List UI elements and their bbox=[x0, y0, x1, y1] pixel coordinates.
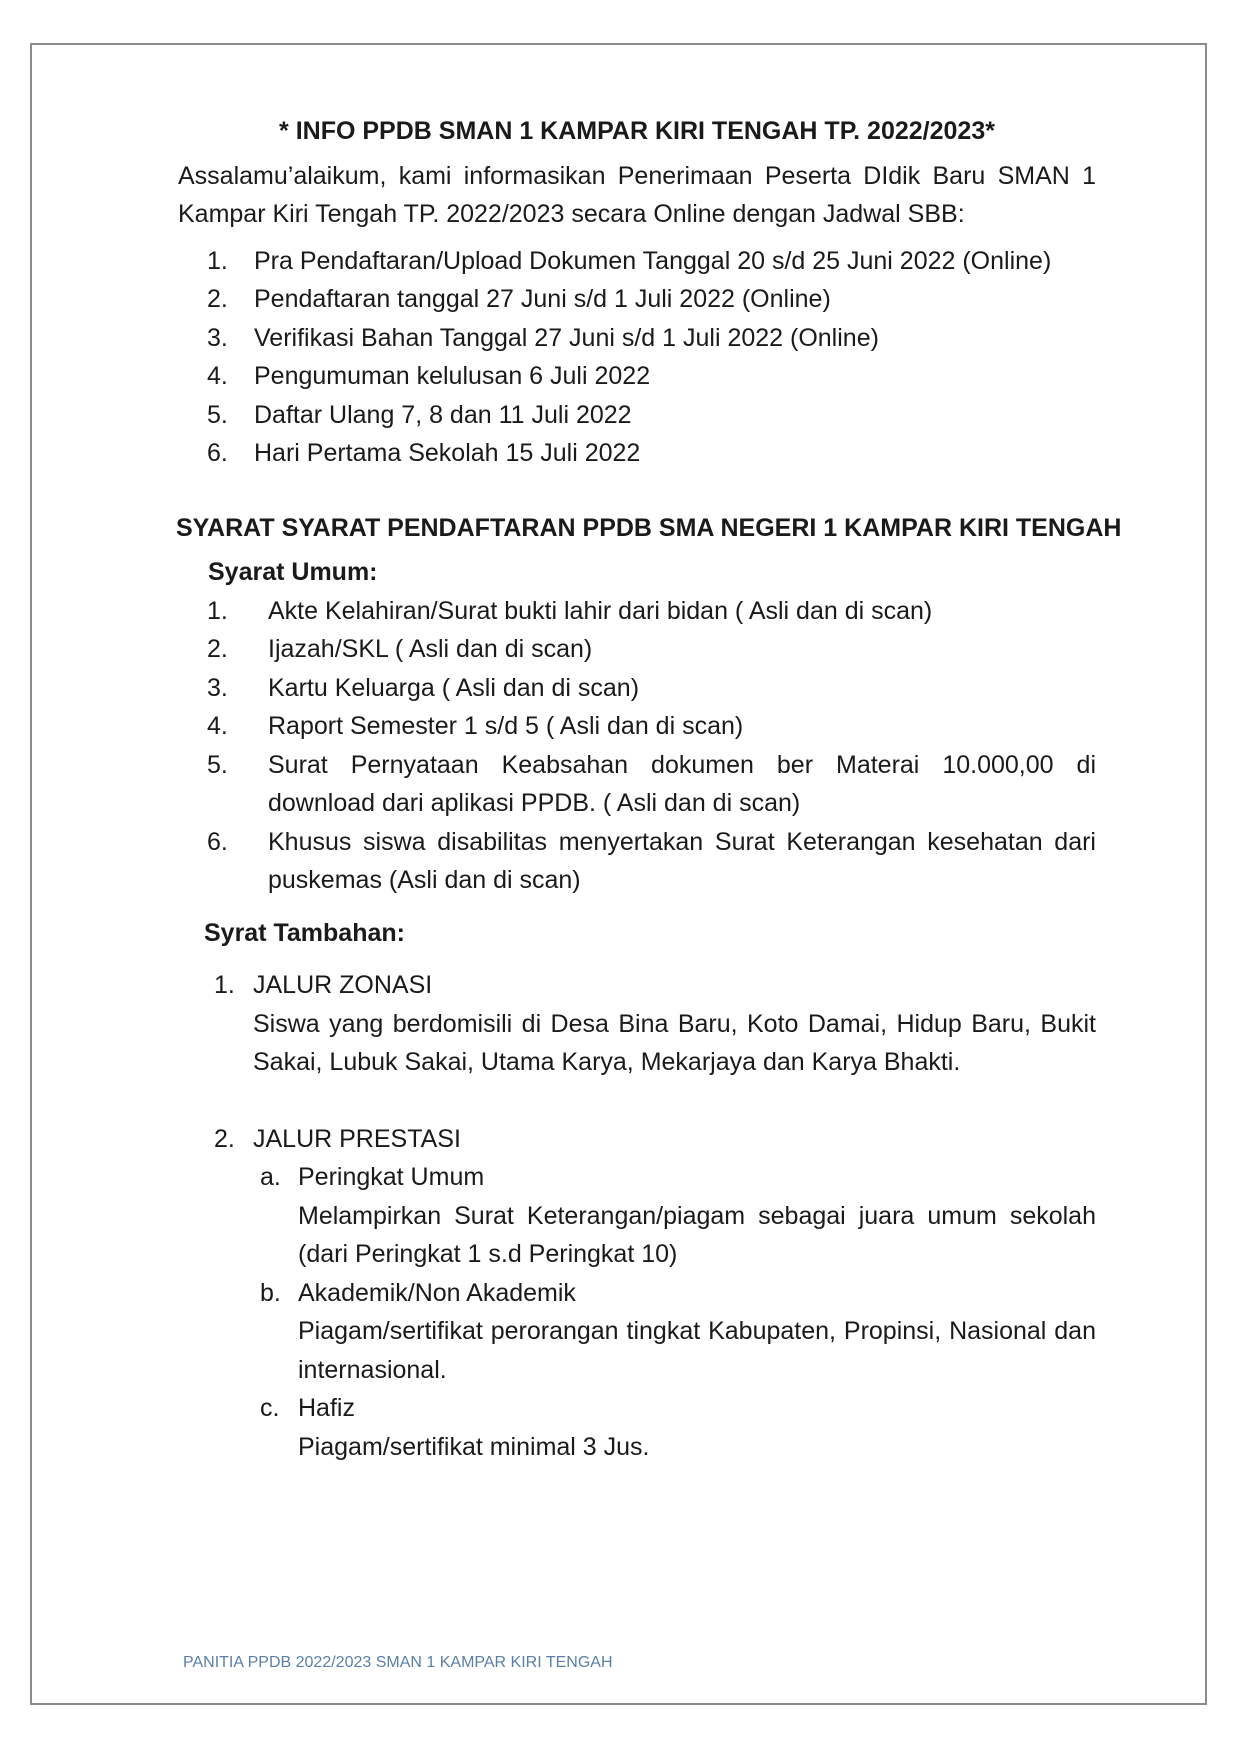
list-item: 3. Verifikasi Bahan Tanggal 27 Juni s/d 1 Juli 2022 (Online) bbox=[207, 323, 879, 352]
list-item: 2. Ijazah/SKL ( Asli dan di scan) bbox=[207, 635, 593, 663]
list-item: b. Akademik/Non Akademik Piagam/sertifikat perorangan tingkat Kabupaten, Propinsi, Nasional dan internasional. bbox=[260, 1278, 1096, 1384]
list-item: 1. Akte Kelahiran/Surat bukti lahir dari bidan ( Asli dan di scan) bbox=[207, 596, 933, 625]
list-item: 5. Daftar Ulang 7, 8 dan 11 Juli 2022 bbox=[207, 400, 632, 429]
document-body bbox=[176, 112, 1122, 1466]
list-item: 3. Kartu Keluarga ( Asli dan di scan) bbox=[207, 673, 640, 702]
list-item: 6. Khusus siswa disabilitas menyertakan Surat Keterangan kesehatan dari puskemas (Asli dan di scan) bbox=[207, 827, 1096, 894]
list-item: 4. Pengumuman kelulusan 6 Juli 2022 bbox=[207, 362, 651, 390]
page-footer: PANITIA PPDB 2022/2023 SMAN 1 KAMPAR KIRI TENGAH bbox=[183, 1654, 613, 1671]
list-item: c. Hafiz Piagam/sertifikat minimal 3 Jus. bbox=[260, 1394, 650, 1461]
zonasi-item: 1. JALUR ZONASI Siswa yang berdomisili di Desa Bina Baru, Koto Damai, Hidup Baru, Bukit Sakai, Lubuk Sakai, Utama Karya, Mekarjaya dan Karya Bhakti. bbox=[178, 966, 1096, 1082]
document-title: * INFO PPDB SMAN 1 KAMPAR KIRI TENGAH TP. 2022/2023* bbox=[279, 117, 995, 145]
general-requirements-heading: Syarat Umum: bbox=[208, 558, 378, 586]
list-item: 6. Hari Pertama Sekolah 15 Juli 2022 bbox=[207, 439, 641, 467]
general-requirements-list bbox=[178, 592, 1096, 900]
schedule-list bbox=[178, 242, 1096, 473]
zonasi-description: Siswa yang berdomisili di Desa Bina Baru, Koto Damai, Hidup Baru, Bukit Sakai, Lubuk Sakai, Utama Karya, Mekarjaya dan Karya Bhakti. bbox=[253, 1009, 1096, 1076]
list-item: 2. Pendaftaran tanggal 27 Juni s/d 1 Juli 2022 (Online) bbox=[207, 285, 831, 313]
zonasi-title: JALUR ZONASI bbox=[253, 971, 433, 999]
list-item: 1. Pra Pendaftaran/Upload Dokumen Tanggal 20 s/d 25 Juni 2022 (Online) bbox=[207, 246, 1052, 275]
list-item: a. Peringkat Umum Melampirkan Surat Keterangan/piagam sebagai juara umum sekolah (dari Peringkat 1 s.d Peringkat 10) bbox=[260, 1163, 1096, 1268]
additional-requirements-list bbox=[178, 966, 1096, 1466]
requirements-heading: SYARAT SYARAT PENDAFTARAN PPDB SMA NEGERI 1 KAMPAR KIRI TENGAH bbox=[176, 513, 1122, 542]
list-item: 5. Surat Pernyataan Keabsahan dokumen ber Materai 10.000,00 di download dari aplikasi PPDB. ( Asli dan di scan) bbox=[207, 750, 1096, 817]
prestasi-sublist bbox=[253, 1158, 1096, 1466]
intro-paragraph: Assalamu’alaikum, kami informasikan Penerimaan Peserta DIdik Baru SMAN 1 Kampar Kiri Tengah TP. 2022/2023 secara Online dengan Jadwal SBB: bbox=[178, 161, 1096, 228]
list-item: 4. Raport Semester 1 s/d 5 ( Asli dan di scan) bbox=[207, 712, 744, 740]
prestasi-item: 2. JALUR PRESTASI a. Peringkat Umum Melampirkan Surat Keterangan/piagam sebagai juara umum sekolah (dari Peringkat 1 s.d Peringkat 10) b. Akademik/Non Akademik Piagam/sertifikat perorangan tingkat Kabupaten, Propinsi, Nasional dan internasional. c. Hafiz Piagam/sertifikat minimal 3 Jus. bbox=[178, 1120, 1096, 1467]
additional-requirements-heading: Syrat Tambahan: bbox=[204, 918, 405, 947]
prestasi-title: JALUR PRESTASI bbox=[253, 1124, 461, 1153]
